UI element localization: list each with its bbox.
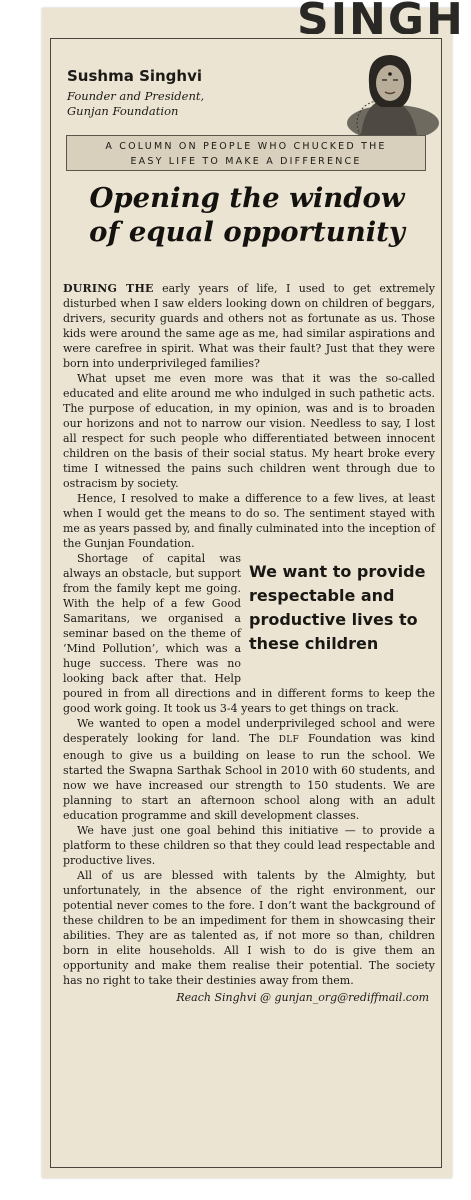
headline-line2: of equal opportunity — [89, 216, 405, 248]
author-portrait — [321, 49, 439, 135]
article-body — [63, 281, 435, 1005]
byline-title-line1: Founder and President, — [67, 89, 205, 103]
paragraph-1 — [63, 281, 435, 371]
paragraph-5-text-a: We wanted to open a model underprivileged school and were desperately looking for land. The — [63, 717, 435, 745]
paragraph-5-text-b: Foundation was kind enough to give us a building on lease to run the school. We started the Swapna Sarthak School in 2010 with 60 students, and now we have increased our strength to 150 students. We are planning to start an afternoon school along with an adult education programme and skill development classes. — [63, 732, 435, 822]
paragraph-6: We have just one goal behind this initiative — to provide a platform to these children so that they could lead respectable and productive lives. — [63, 824, 435, 867]
masthead-fragment: SINGH — [297, 0, 465, 34]
byline-title-line2: Gunjan Foundation — [67, 104, 179, 118]
byline-name: Sushma Singhvi — [67, 67, 203, 85]
paragraph-1-text: early years of life, I used to get extremely disturbed when I saw elders looking down on children of beggars, drivers, security guards and others not as fortunate as us. Those kids were around the same age as me, had similar aspirations and were carefree in spirit. What was their fault? Just that they were born into underprivileged families? — [63, 282, 435, 370]
headline-line1: Opening the window — [89, 182, 405, 214]
paragraph-7: All of us are blessed with talents by the Almighty, but unfortunately, in the absence of the right environment, our potential never comes to the fore. I don’t want the background of these children to be an impediment for them in showcasing their abilities. They are as talented as, if not more so than, children born in elite households. All I wish to do is give them an opportunity and make them realise their potential. The society has no right to take their destinies away from them. — [63, 869, 435, 987]
column-frame — [50, 38, 442, 1168]
tagline-line1: A COLUMN ON PEOPLE WHO CHUCKED THE — [105, 141, 387, 152]
author-contact: Reach Singhvi @ gunjan_org@rediffmail.com — [176, 991, 429, 1004]
dlf-smallcaps: DLF — [278, 735, 300, 745]
headline — [61, 181, 433, 249]
paragraph-4: Shortage of capital was always an obstacle, but support from the family kept me going. With the help of a few Good Samaritans, we organised a seminar based on the theme of ‘Mind Pollution’, which was a huge success. There was no looking back after that. Help poured in from all directions and in different forms to keep the good work going. It took us 3-4 years to get things on track. — [63, 552, 435, 715]
byline-title — [67, 89, 267, 119]
pullquote-box — [249, 554, 435, 674]
newspaper-clipping — [42, 0, 465, 1178]
pullquote: We want to provide respectable and productive lives to these children — [249, 562, 426, 653]
tagline-line2: EASY LIFE TO MAKE A DIFFERENCE — [130, 156, 362, 167]
lead-in: DURING THE — [63, 282, 154, 295]
paragraph-5 — [63, 716, 435, 823]
column-tagline — [66, 135, 426, 171]
paragraph-2: What upset me even more was that it was the so-called educated and elite around me who indulged in such pathetic acts. The purpose of education, in my opinion, was and is to broaden our horizons and not to narrow our vision. Needless to say, I lost all respect for such people who differentiated between innocent children on the basis of their social status. My heart broke every time I witnessed the pains such children went through due to ostracism by society. — [63, 372, 435, 490]
paragraph-3: Hence, I resolved to make a difference to a few lives, at least when I would get the means to do so. The sentiment stayed with me as years passed by, and finally culminated into the inception of the Gunjan Foundation. — [63, 492, 435, 550]
